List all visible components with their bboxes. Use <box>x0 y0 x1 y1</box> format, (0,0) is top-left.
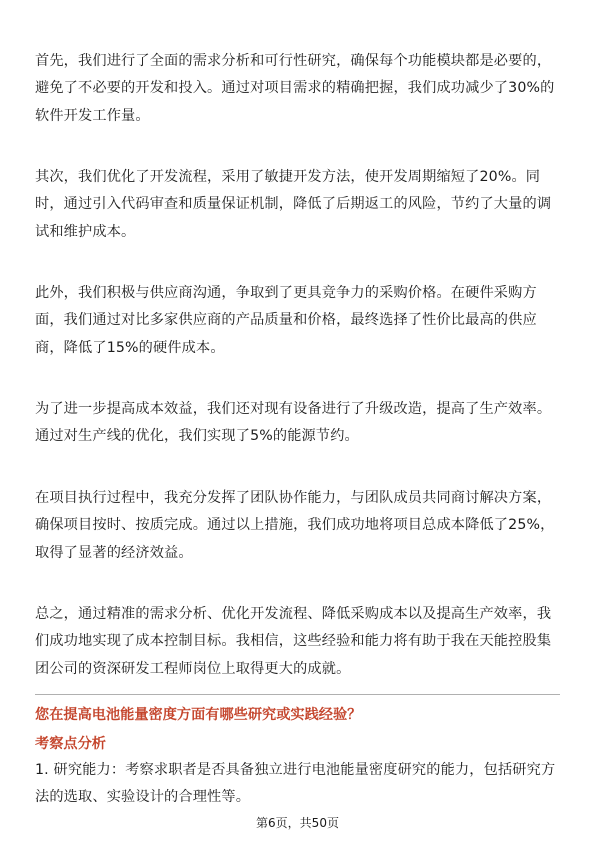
interview-question: 您在提高电池能量密度方面有哪些研究或实践经验？ <box>35 707 362 723</box>
paragraph-summary: 总之，通过精准的需求分析、优化开发流程、降低采购成本以及提高生产效率，我们成功地实现了成本控制目标。我相信，这些经验和能力将有助于我在天能控股集团公司的资深研发工程师岗位上取得更大的成就。 <box>35 606 552 677</box>
analysis-heading: 考察点分析 <box>35 736 106 752</box>
paragraph-process: 其次，我们优化了开发流程，采用了敏捷开发方法，使开发周期缩短了20%。同时，通过引入代码审查和质量保证机制，降低了后期返工的风险，节约了大量的调试和维护成本。 <box>35 169 552 240</box>
paragraph-procurement: 此外，我们积极与供应商沟通，争取到了更具竞争力的采购价格。在硬件采购方面，我们通过对比多家供应商的产品质量和价格，最终选择了性价比最高的供应商，降低了15%的硬件成本。 <box>35 285 537 356</box>
analysis-point: 1. 研究能力：考察求职者是否具备独立进行电池能量密度研究的能力，包括研究方法的选取、实验设计的合理性等。 <box>35 762 556 806</box>
page-number: 第6页，共50页 <box>256 816 339 830</box>
section-divider <box>35 694 560 695</box>
paragraph-equipment: 为了进一步提高成本效益，我们还对现有设备进行了升级改造，提高了生产效率。通过对生产线的优化，我们实现了5%的能源节约。 <box>35 401 552 445</box>
paragraph-teamwork: 在项目执行过程中，我充分发挥了团队协作能力，与团队成员共同商讨解决方案，确保项目按时、按质完成。通过以上措施，我们成功地将项目总成本降低了25%，取得了显著的经济效益。 <box>35 490 555 561</box>
paragraph-requirements: 首先，我们进行了全面的需求分析和可行性研究，确保每个功能模块都是必要的，避免了不必要的开发和投入。通过对项目需求的精确把握，我们成功减少了30%的软件开发工作量。 <box>35 53 555 124</box>
